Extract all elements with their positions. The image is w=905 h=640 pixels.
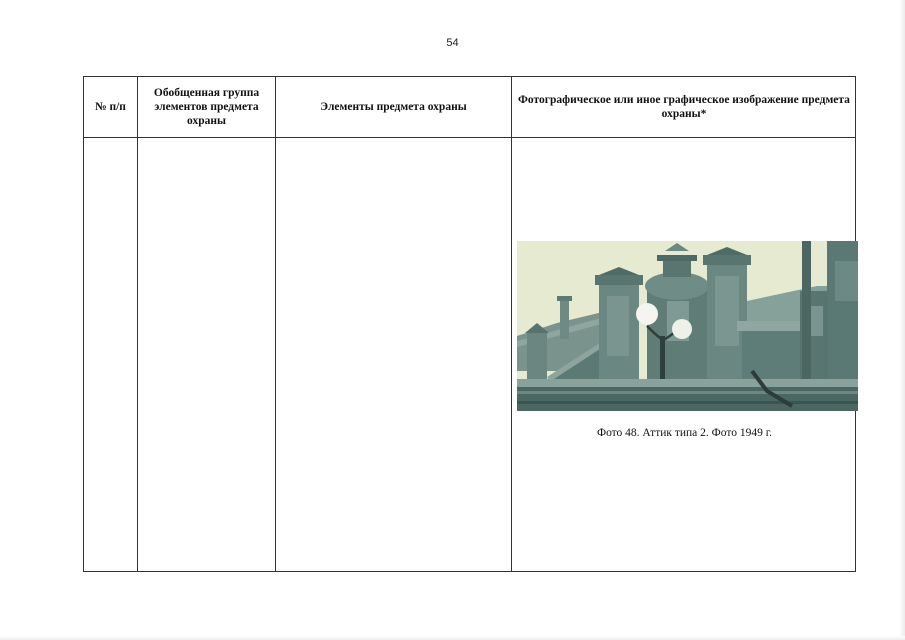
scan-edge-shadow xyxy=(899,0,905,640)
header-number: № п/п xyxy=(95,101,126,113)
column-divider xyxy=(137,77,138,571)
column-divider xyxy=(275,77,276,571)
page-number: 54 xyxy=(446,37,459,49)
scan-bottom-shadow xyxy=(0,636,905,640)
protection-elements-table xyxy=(83,76,856,572)
header-divider xyxy=(84,137,855,138)
header-elements: Элементы предмета охраны xyxy=(320,101,467,113)
header-image: Фотографическое или иное графическое изображение предмета охраны* xyxy=(518,94,850,120)
attic-photo xyxy=(517,241,858,411)
photo-caption: Фото 48. Аттик типа 2. Фото 1949 г. xyxy=(597,427,772,439)
column-divider xyxy=(511,77,512,571)
header-element-group: Обобщенная группа элементов предмета охраны xyxy=(153,87,260,127)
